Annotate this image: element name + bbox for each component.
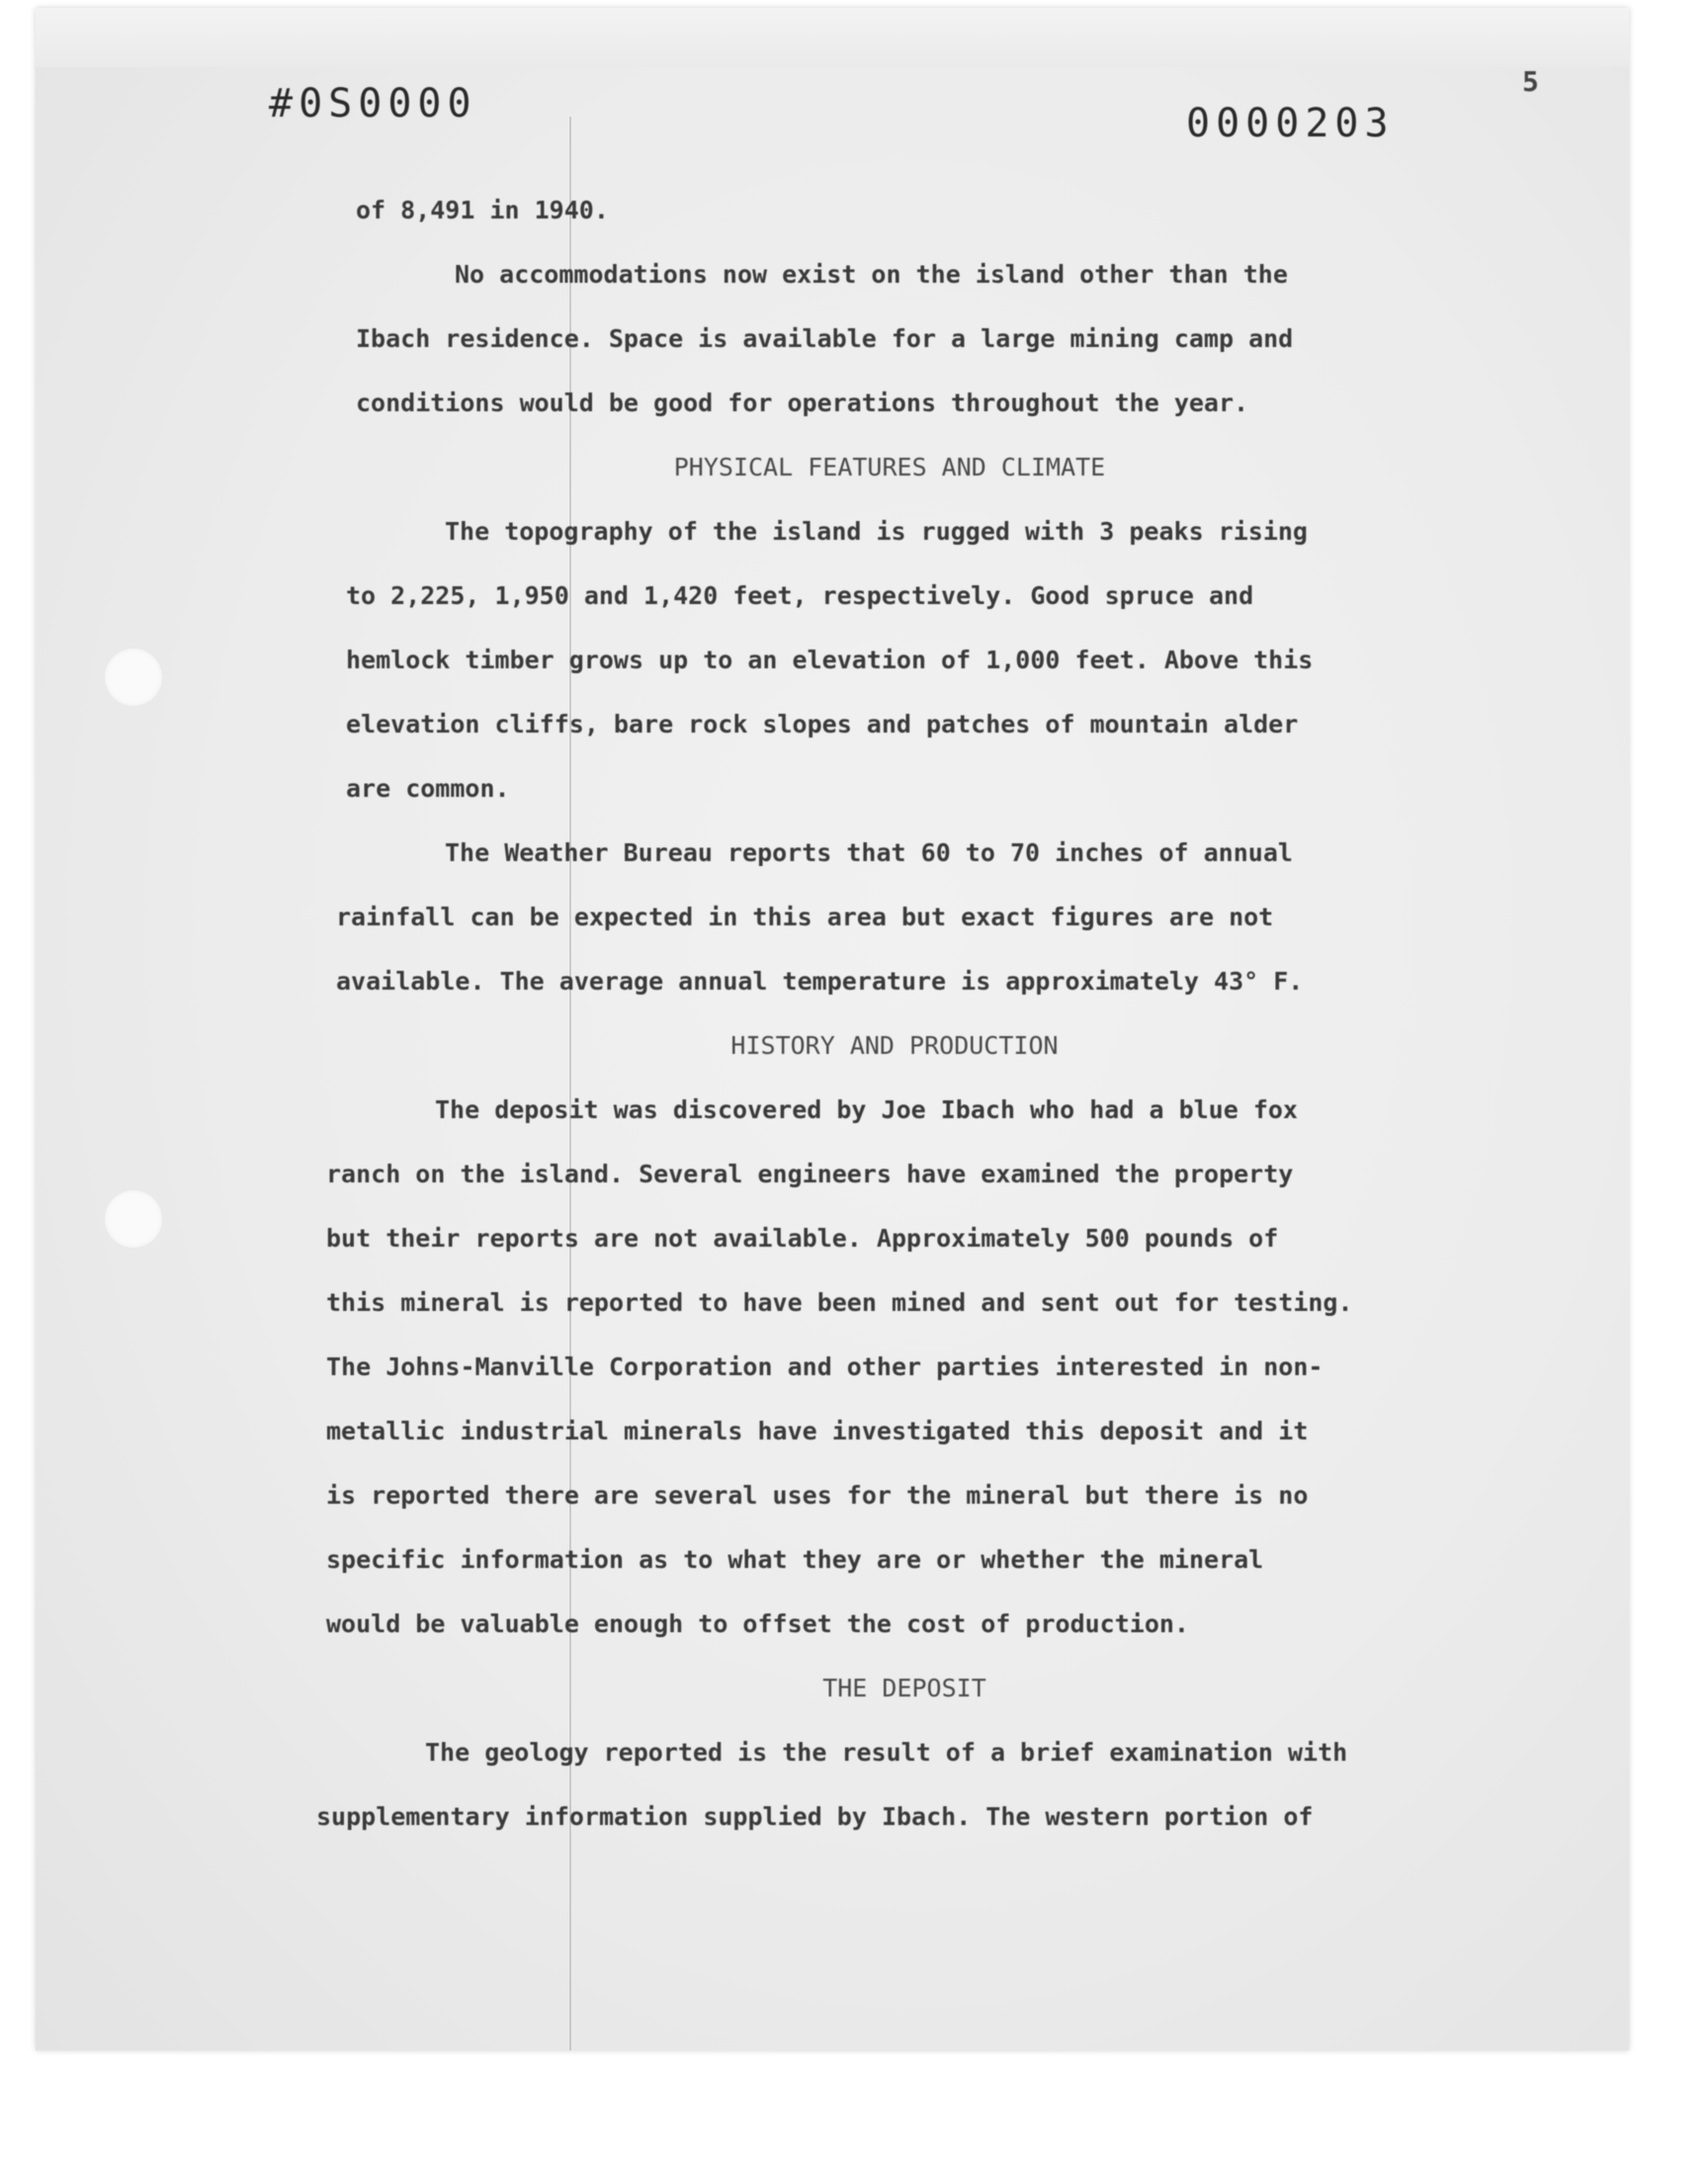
text-line: hemlock timber grows up to an elevation of 1,000 feet. Above this <box>346 646 1314 674</box>
text-line: this mineral is reported to have been mined and sent out for testing. <box>326 1288 1353 1317</box>
text-line: but their reports are not available. Approximately 500 pounds of <box>326 1224 1279 1253</box>
section-heading-deposit: THE DEPOSIT <box>822 1674 986 1702</box>
text-line: available. The average annual temperature is approximately 43° F. <box>336 967 1304 996</box>
text-line: No accommodations now exist on the island other than the <box>455 260 1288 289</box>
document-id-right: 0000203 <box>1186 101 1395 146</box>
text-line: ranch on the island. Several engineers have examined the property <box>326 1160 1294 1188</box>
text-line: metallic industrial minerals have investigated this deposit and it <box>326 1417 1309 1445</box>
text-line: Ibach residence. Space is available for a large mining camp and <box>356 324 1294 353</box>
document-body <box>316 178 1483 1849</box>
text-line: The Johns-Manville Corporation and other parties interested in non- <box>326 1352 1324 1381</box>
punch-hole <box>105 649 162 706</box>
document-id-left: #0S0000 <box>269 81 477 127</box>
text-line: of 8,491 in 1940. <box>356 196 609 224</box>
text-line: The geology reported is the result of a brief examination with <box>425 1738 1348 1767</box>
section-heading-history: HISTORY AND PRODUCTION <box>730 1031 1059 1060</box>
text-line: specific information as to what they are or whether the mineral <box>326 1545 1264 1574</box>
text-line: The topography of the island is rugged with 3 peaks rising <box>445 517 1308 546</box>
text-line: rainfall can be expected in this area but exact figures are not <box>336 903 1274 931</box>
text-line: The deposit was discovered by Joe Ibach who had a blue fox <box>435 1095 1298 1124</box>
text-line: conditions would be good for operations throughout the year. <box>356 389 1249 417</box>
page-number: 5 <box>1522 65 1539 98</box>
punch-hole <box>105 1190 162 1248</box>
section-heading-physical-features: PHYSICAL FEATURES AND CLIMATE <box>673 453 1106 481</box>
text-line: elevation cliffs, bare rock slopes and patches of mountain alder <box>346 710 1299 739</box>
text-line: are common. <box>346 774 510 803</box>
text-line: The Weather Bureau reports that 60 to 70 inches of annual <box>445 838 1293 867</box>
text-line: is reported there are several uses for the mineral but there is no <box>326 1481 1309 1510</box>
scanner-top-strip <box>36 8 1629 67</box>
text-line: to 2,225, 1,950 and 1,420 feet, respectively. Good spruce and <box>346 581 1254 610</box>
text-line: would be valuable enough to offset the cost of production. <box>326 1610 1189 1638</box>
text-line: supplementary information supplied by Ibach. The western portion of <box>316 1802 1314 1831</box>
